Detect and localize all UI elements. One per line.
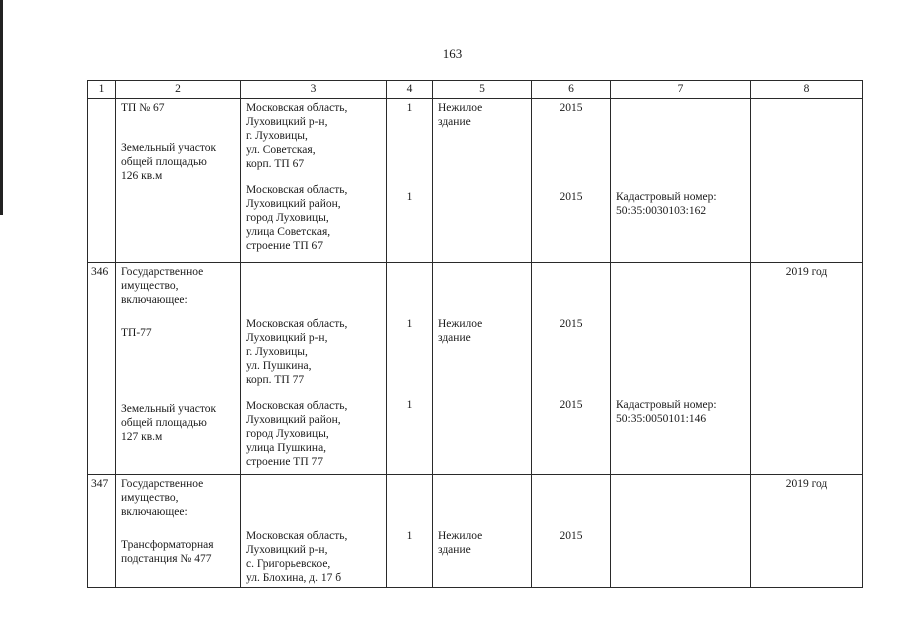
- purpose-line: здание: [438, 332, 471, 344]
- year-value: 2015: [559, 102, 583, 114]
- address-line: г. Луховицы,: [246, 130, 308, 142]
- quantity-value: 1: [406, 530, 413, 542]
- address-line: корп. ТП 77: [246, 374, 305, 386]
- year-cell: [532, 475, 611, 588]
- column-header-7: 7: [611, 81, 751, 99]
- column-header-6: 6: [532, 81, 611, 99]
- address-line: Луховицкий район,: [246, 198, 341, 210]
- year-value: 2015: [559, 399, 583, 411]
- object-name: ТП-77: [121, 327, 152, 339]
- info-cell: [611, 263, 751, 475]
- group-title-line: Государственное: [121, 478, 204, 490]
- table-row: [88, 475, 863, 588]
- address-line: ул. Блохина, д. 17 б: [246, 572, 342, 584]
- object-name-line: 127 кв.м: [121, 431, 163, 443]
- address-line: ул. Советская,: [246, 144, 316, 156]
- row-number-cell: [88, 99, 116, 263]
- group-title-line: имущество,: [121, 280, 179, 292]
- quantity-value: 1: [406, 102, 413, 114]
- purpose-cell: [433, 475, 532, 588]
- cadastral-number: 50:35:0050101:146: [616, 413, 707, 425]
- address-line: улица Советская,: [246, 226, 331, 238]
- cadastral-label: Кадастровый номер:: [616, 399, 717, 411]
- object-name-line: Земельный участок: [121, 142, 217, 154]
- group-title-line: включающее:: [121, 506, 188, 518]
- address-line: Московская область,: [246, 102, 348, 114]
- column-header-2: 2: [116, 81, 241, 99]
- quantity-value: 1: [406, 318, 413, 330]
- address-line: Московская область,: [246, 530, 348, 542]
- year-value: 2015: [559, 530, 583, 542]
- purpose-line: Нежилое: [438, 102, 483, 114]
- cadastral-number: 50:35:0030103:162: [616, 205, 707, 217]
- group-title-line: Государственное: [121, 266, 204, 278]
- column-header-8: 8: [751, 81, 863, 99]
- purpose-line: Нежилое: [438, 318, 483, 330]
- purpose-cell: [433, 263, 532, 475]
- year-cell: [532, 263, 611, 475]
- address-cell: [241, 99, 387, 263]
- column-header-5: 5: [433, 81, 532, 99]
- column-header-3: 3: [241, 81, 387, 99]
- purpose-cell: [433, 99, 532, 263]
- address-line: Московская область,: [246, 184, 348, 196]
- address-line: город Луховицы,: [246, 428, 329, 440]
- cadastral-label: Кадастровый номер:: [616, 191, 717, 203]
- note-cell: 2019 год: [751, 475, 863, 588]
- address-line: Московская область,: [246, 400, 348, 412]
- address-line: строение ТП 77: [246, 456, 324, 468]
- row-number-cell: 347: [88, 475, 116, 588]
- address-cell: [241, 263, 387, 475]
- quantity-cell: [387, 263, 433, 475]
- address-line: с. Григорьевское,: [246, 558, 331, 570]
- object-name: ТП № 67: [121, 102, 165, 114]
- object-name-cell: [116, 99, 241, 263]
- address-line: Московская область,: [246, 318, 348, 330]
- address-line: г. Луховицы,: [246, 346, 308, 358]
- purpose-line: Нежилое: [438, 530, 483, 542]
- object-name-line: 126 кв.м: [121, 170, 163, 182]
- group-title-line: имущество,: [121, 492, 179, 504]
- column-header-4: 4: [387, 81, 433, 99]
- note-cell: [751, 99, 863, 263]
- address-line: ул. Пушкина,: [246, 360, 312, 372]
- scan-left-edge: [0, 0, 3, 215]
- table-header-row: [88, 81, 863, 99]
- table-row: [88, 263, 863, 475]
- year-value: 2015: [559, 318, 583, 330]
- note-cell: 2019 год: [751, 263, 863, 475]
- address-line: Луховицкий р-н,: [246, 544, 328, 556]
- year-cell: [532, 99, 611, 263]
- purpose-line: здание: [438, 544, 471, 556]
- address-line: строение ТП 67: [246, 240, 324, 252]
- address-line: корп. ТП 67: [246, 158, 305, 170]
- object-name-line: общей площадью: [121, 156, 207, 168]
- quantity-cell: [387, 475, 433, 588]
- property-register-table: [87, 80, 863, 588]
- quantity-value: 1: [406, 191, 413, 203]
- address-cell: [241, 475, 387, 588]
- object-name-line: общей площадью: [121, 417, 207, 429]
- page-number: 163: [442, 46, 463, 61]
- object-name-cell: [116, 263, 241, 475]
- object-name-line: подстанция № 477: [121, 553, 212, 565]
- address-line: Луховицкий р-н,: [246, 116, 328, 128]
- row-number-cell: 346: [88, 263, 116, 475]
- info-cell: [611, 99, 751, 263]
- info-cell: [611, 475, 751, 588]
- quantity-value: 1: [406, 399, 413, 411]
- address-line: город Луховицы,: [246, 212, 329, 224]
- object-name-cell: [116, 475, 241, 588]
- group-title-line: включающее:: [121, 294, 188, 306]
- object-name-line: Земельный участок: [121, 403, 217, 415]
- table-row: [88, 99, 863, 263]
- address-line: Луховицкий район,: [246, 414, 341, 426]
- address-line: Луховицкий р-н,: [246, 332, 328, 344]
- object-name-line: Трансформаторная: [121, 539, 214, 551]
- purpose-line: здание: [438, 116, 471, 128]
- column-header-1: 1: [88, 81, 116, 99]
- address-line: улица Пушкина,: [246, 442, 327, 454]
- year-value: 2015: [559, 191, 583, 203]
- quantity-cell: [387, 99, 433, 263]
